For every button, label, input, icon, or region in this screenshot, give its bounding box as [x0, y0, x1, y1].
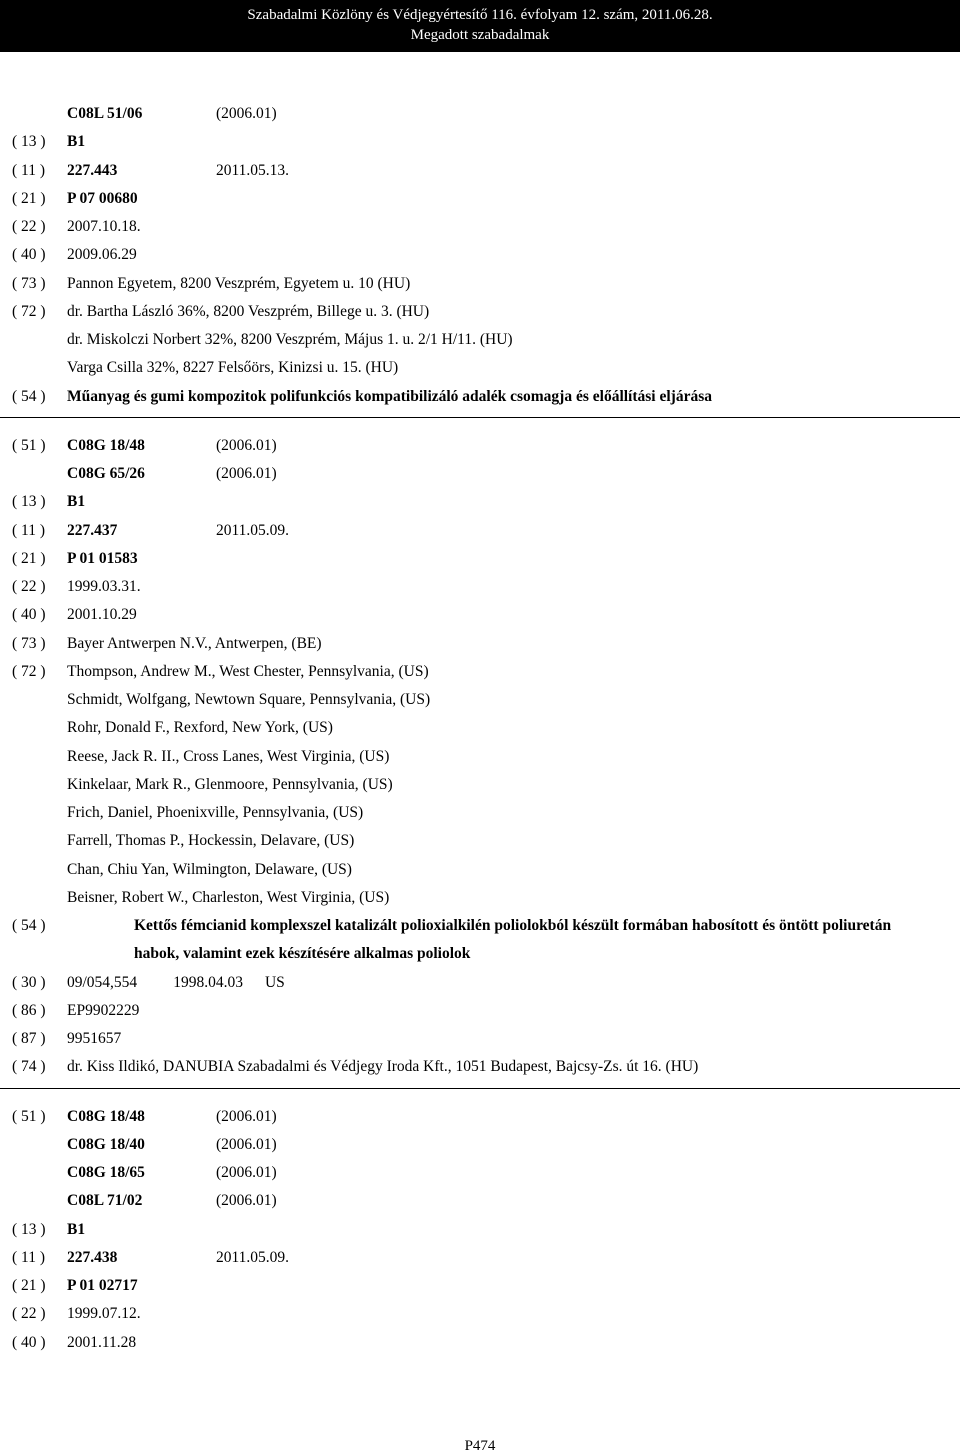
- filing-date: 1999.07.12.: [67, 1305, 141, 1323]
- owner-row: [0, 270, 960, 298]
- page-number: P474: [464, 1438, 496, 1454]
- priority-row: [0, 969, 960, 997]
- field-label: ( 40 ): [12, 246, 46, 264]
- inventor: Chan, Chiu Yan, Wilmington, Delaware, (US): [67, 860, 352, 878]
- inventor-row: [0, 658, 960, 686]
- class-date: (2006.01): [216, 1192, 277, 1210]
- kind-code: B1: [67, 1220, 86, 1238]
- patent-number-row: [0, 517, 960, 545]
- filing-date: 2007.10.18.: [67, 218, 141, 235]
- class-code: C08G 18/40: [67, 1135, 145, 1153]
- patent-entry-3: [0, 1103, 960, 1357]
- field-label: ( 22 ): [12, 218, 46, 235]
- class-date: (2006.01): [216, 436, 277, 454]
- grant-date: 2011.05.13.: [216, 161, 290, 179]
- classification-row: [0, 100, 960, 128]
- international-publication-row: [0, 1025, 960, 1053]
- priority-date: 1998.04.03: [173, 973, 243, 991]
- classification-row: [0, 432, 960, 460]
- field-label: ( 87 ): [12, 1030, 46, 1047]
- field-label: ( 22 ): [12, 578, 46, 595]
- class-code: C08G 18/65: [67, 1164, 145, 1181]
- class-date: (2006.01): [216, 465, 277, 482]
- owner-row: [0, 630, 960, 658]
- title-row: [0, 383, 960, 411]
- field-label: ( 21 ): [12, 549, 46, 567]
- classification-row: [0, 1159, 960, 1187]
- inventor-row: [0, 354, 960, 382]
- field-label: ( 13 ): [12, 493, 46, 511]
- filing-date-row: [0, 213, 960, 241]
- priority-number: 09/054,554: [67, 973, 138, 991]
- application-number: P 01 01583: [67, 549, 138, 567]
- kind-code: B1: [67, 493, 86, 511]
- patent-number-row: [0, 1244, 960, 1272]
- field-label: ( 11 ): [12, 161, 45, 179]
- inventor: Reese, Jack R. II., Cross Lanes, West Virginia, (US): [67, 747, 390, 765]
- patent-number: 227.438: [67, 1248, 118, 1266]
- patent-title: Műanyag és gumi kompozitok polifunkciós kompatibilizáló adalék csomagja és előállítási eljárása: [67, 387, 712, 405]
- field-label: ( 72 ): [12, 662, 46, 680]
- field-label: ( 11 ): [12, 521, 45, 539]
- field-label: ( 73 ): [12, 274, 46, 292]
- journal-title: Szabadalmi Közlöny és Védjegyértesítő 116. évfolyam 12. szám, 2011.06.28.: [247, 7, 713, 23]
- patent-number: 227.437: [67, 521, 118, 539]
- field-label: ( 73 ): [12, 634, 46, 652]
- classification-row: [0, 460, 960, 488]
- inventor: Rohr, Donald F., Rexford, New York, (US): [67, 719, 333, 737]
- inventor: dr. Miskolczi Norbert 32%, 8200 Veszprém, Május 1. u. 2/1 H/11. (HU): [67, 331, 513, 348]
- inventor: Farrell, Thomas P., Hockessin, Delavare, (US): [67, 832, 355, 850]
- filing-date-row: [0, 573, 960, 601]
- publication-date: 2009.06.29: [67, 246, 137, 264]
- inventor: Thompson, Andrew M., West Chester, Pennsylvania, (US): [67, 662, 429, 680]
- field-label: ( 30 ): [12, 973, 46, 991]
- field-label: ( 72 ): [12, 302, 46, 320]
- patent-entry-2: [0, 432, 960, 1082]
- international-application: EP9902229: [67, 1001, 140, 1019]
- international-publication: 9951657: [67, 1030, 122, 1047]
- priority-country: US: [264, 973, 285, 991]
- inventor: Kinkelaar, Mark R., Glenmoore, Pennsylvania, (US): [67, 775, 393, 793]
- class-code: C08G 18/48: [67, 1107, 145, 1125]
- inventor-row: [0, 884, 960, 912]
- owner: Bayer Antwerpen N.V., Antwerpen, (BE): [67, 634, 322, 652]
- classification-row: [0, 1131, 960, 1159]
- inventor: dr. Bartha László 36%, 8200 Veszprém, Billege u. 3. (HU): [67, 302, 430, 320]
- inventor-row: [0, 714, 960, 742]
- agent: dr. Kiss Ildikó, DANUBIA Szabadalmi és Védjegy Iroda Kft., 1051 Budapest, Bajcsy-Zs. út 16. (HU): [67, 1058, 699, 1076]
- class-date: (2006.01): [216, 1107, 277, 1125]
- patent-title: Kettős fémcianid komplexszel katalizált polioxialkilén poliolokból készült formában habosított és öntött poliuretán habok, valamint ezek készítésére alkalmas poliolok: [134, 917, 892, 963]
- agent-row: [0, 1053, 960, 1081]
- patent-entry-1: [0, 100, 960, 411]
- kind-code: B1: [67, 133, 86, 151]
- application-number-row: [0, 185, 960, 213]
- owner: Pannon Egyetem, 8200 Veszprém, Egyetem u. 10 (HU): [67, 274, 411, 292]
- entry-divider: [0, 1088, 960, 1089]
- grant-date: 2011.05.09.: [216, 521, 290, 539]
- filing-date-row: [0, 1300, 960, 1328]
- class-date: (2006.01): [216, 105, 277, 122]
- field-label: ( 54 ): [12, 917, 46, 934]
- inventor-row: [0, 298, 960, 326]
- application-number-row: [0, 1272, 960, 1300]
- application-number: P 01 02717: [67, 1277, 138, 1294]
- inventor: Beisner, Robert W., Charleston, West Virginia, (US): [67, 888, 390, 906]
- field-label: ( 13 ): [12, 1220, 46, 1238]
- inventor-row: [0, 856, 960, 884]
- application-number-row: [0, 545, 960, 573]
- publication-date-row: [0, 601, 960, 629]
- patent-list: [0, 100, 960, 1357]
- inventor-row: [0, 771, 960, 799]
- kind-code-row: [0, 488, 960, 516]
- inventor: Schmidt, Wolfgang, Newtown Square, Pennsylvania, (US): [67, 691, 431, 708]
- inventor-row: [0, 799, 960, 827]
- publication-date-row: [0, 241, 960, 269]
- field-label: ( 22 ): [12, 1305, 46, 1323]
- field-label: ( 51 ): [12, 1107, 46, 1125]
- publication-date-row: [0, 1329, 960, 1357]
- inventor: Frich, Daniel, Phoenixville, Pennsylvania, (US): [67, 804, 364, 821]
- class-date: (2006.01): [216, 1164, 277, 1181]
- inventor-row: [0, 326, 960, 354]
- class-code: C08G 18/48: [67, 436, 145, 454]
- field-label: ( 40 ): [12, 606, 46, 624]
- inventor-row: [0, 686, 960, 714]
- inventor-row: [0, 827, 960, 855]
- field-label: ( 13 ): [12, 133, 46, 151]
- classification-row: [0, 1187, 960, 1215]
- field-label: ( 40 ): [12, 1333, 46, 1351]
- patent-number: 227.443: [67, 161, 118, 179]
- international-application-row: [0, 997, 960, 1025]
- section-title: Megadott szabadalmak: [410, 27, 550, 43]
- priority-data: [67, 969, 285, 997]
- field-label: ( 11 ): [12, 1248, 45, 1266]
- kind-code-row: [0, 1216, 960, 1244]
- page-header: [0, 0, 960, 52]
- field-label: ( 86 ): [12, 1001, 46, 1019]
- class-date: (2006.01): [216, 1135, 277, 1153]
- inventor: Varga Csilla 32%, 8227 Felsőörs, Kinizsi u. 15. (HU): [67, 359, 399, 377]
- kind-code-row: [0, 128, 960, 156]
- inventor-row: [0, 743, 960, 771]
- field-label: ( 74 ): [12, 1058, 46, 1076]
- field-label: ( 21 ): [12, 189, 46, 207]
- filing-date: 1999.03.31.: [67, 578, 141, 595]
- grant-date: 2011.05.09.: [216, 1248, 290, 1266]
- publication-date: 2001.11.28: [67, 1333, 137, 1351]
- class-code: C08L 71/02: [67, 1192, 143, 1210]
- publication-date: 2001.10.29: [67, 606, 137, 624]
- title-row: [0, 912, 960, 969]
- class-code: C08G 65/26: [67, 465, 145, 482]
- class-code: C08L 51/06: [67, 105, 143, 122]
- field-label: ( 51 ): [12, 436, 46, 454]
- application-number: P 07 00680: [67, 189, 138, 207]
- field-label: ( 21 ): [12, 1277, 46, 1294]
- field-label: ( 54 ): [12, 387, 46, 405]
- patent-number-row: [0, 157, 960, 185]
- entry-divider: [0, 417, 960, 418]
- classification-row: [0, 1103, 960, 1131]
